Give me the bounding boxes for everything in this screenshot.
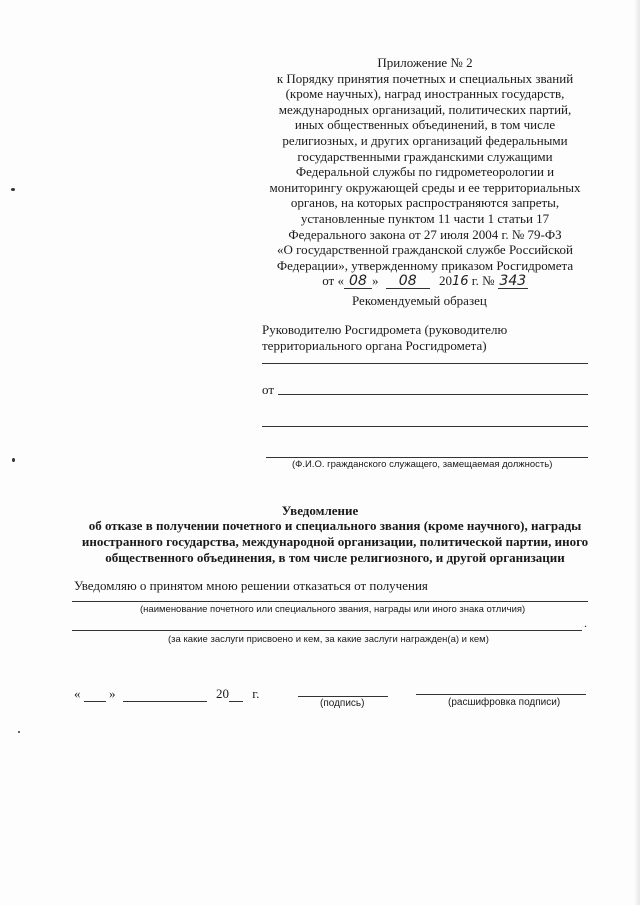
addressee-line-2: территориального органа Росгидромета) xyxy=(262,338,487,353)
date-row xyxy=(74,686,259,702)
order-year-handwritten: 16 xyxy=(451,274,469,290)
decipher-blank-line xyxy=(416,694,586,695)
date-year-blank xyxy=(229,687,243,702)
scan-speck xyxy=(11,188,15,191)
order-day-field xyxy=(344,274,372,289)
from-blank-line xyxy=(278,394,588,395)
notice-subtitle-line: об отказе в получении почетного и специального звания (кроме научного), награды xyxy=(88,518,582,533)
notice-body-text: Уведомляю о принятом мною решении отказаться от получения xyxy=(74,578,428,593)
order-number-handwritten: 343 xyxy=(499,273,527,290)
appendix-line: международных организаций, политических партий, xyxy=(278,101,572,117)
appendix-line: (кроме научных), наград иностранных государств, xyxy=(285,86,565,102)
notice-subtitle-line: общественного объединения, в том числе религиозного, и другой организации xyxy=(105,550,565,565)
date-day-blank xyxy=(84,687,106,702)
from-blank-line-2 xyxy=(262,426,588,427)
appendix-line: мониторингу окружающей среды и ее территориальных xyxy=(269,179,581,195)
order-month-handwritten: 08 xyxy=(398,273,417,290)
date-quote-close: » xyxy=(109,686,116,701)
scan-edge-shadow xyxy=(634,0,640,905)
appendix-line: религиозных, и других организаций федеральными xyxy=(282,132,568,148)
signature-blank-line xyxy=(298,696,388,697)
addressee-line-1: Руководителю Росгидромета (руководителю xyxy=(262,322,508,337)
addressee-blank-line xyxy=(262,363,588,364)
date-year-suffix: г. xyxy=(252,686,260,701)
order-year-tail: г. № xyxy=(468,273,495,289)
notice-subtitle-line: иностранного государства, международной организации, политической партии, иного xyxy=(81,534,589,549)
appendix-line: к Порядку принятия почетных и специальных званий xyxy=(276,70,574,86)
appendix-line: Федеральной службы по гидрометеорологии и xyxy=(295,164,555,180)
order-year-prefix: 20 xyxy=(438,273,452,289)
appendix-line: «О государственной гражданской службе Российской xyxy=(276,242,574,258)
date-quote-open: « xyxy=(74,686,81,701)
trailing-period: . xyxy=(584,616,587,630)
date-year-prefix: 20 xyxy=(216,686,229,701)
scan-speck xyxy=(12,458,15,462)
order-mid: » xyxy=(371,273,379,289)
award-caption: (наименование почетного или специального звания, награды или иного знака отличия) xyxy=(140,604,526,615)
appendix-line: иных общественных объединений, в том числе xyxy=(294,117,556,133)
decipher-caption: (расшифровка подписи) xyxy=(448,697,561,708)
addressee-block xyxy=(262,322,592,354)
order-number-field xyxy=(498,274,528,289)
order-month-field xyxy=(386,274,430,289)
recommended-sample-label: Рекомендуемый образец xyxy=(352,293,487,308)
notice-title: Уведомление xyxy=(281,503,359,518)
merit-caption: (за какие заслуги присвоено и кем, за какие заслуги награжден(а) и кем) xyxy=(168,634,489,645)
order-reference xyxy=(255,273,595,290)
notice-subtitle xyxy=(70,518,600,566)
appendix-header xyxy=(255,55,595,290)
scan-speck xyxy=(18,731,20,733)
award-blank-line xyxy=(72,601,588,602)
appendix-line: установленные пунктом 11 части 1 статьи 17 xyxy=(300,210,550,226)
fio-blank-line xyxy=(266,457,588,458)
appendix-line: Федерации», утвержденному приказом Росгидромета xyxy=(276,257,574,273)
appendix-title: Приложение № 2 xyxy=(377,55,473,70)
fio-caption: (Ф.И.О. гражданского служащего, замещаемая должность) xyxy=(292,459,553,470)
merit-blank-line xyxy=(72,630,582,631)
appendix-line: органов, на которых распространяются запреты, xyxy=(290,195,560,211)
date-month-blank xyxy=(123,687,207,702)
signature-caption: (подпись) xyxy=(320,698,365,709)
from-label: от xyxy=(262,382,275,397)
order-day-handwritten: 08 xyxy=(349,273,367,290)
appendix-line: государственными гражданскими служащими xyxy=(297,148,553,164)
appendix-line: Федерального закона от 27 июля 2004 г. № 79-ФЗ xyxy=(288,226,562,242)
order-prefix: от « xyxy=(322,273,344,289)
